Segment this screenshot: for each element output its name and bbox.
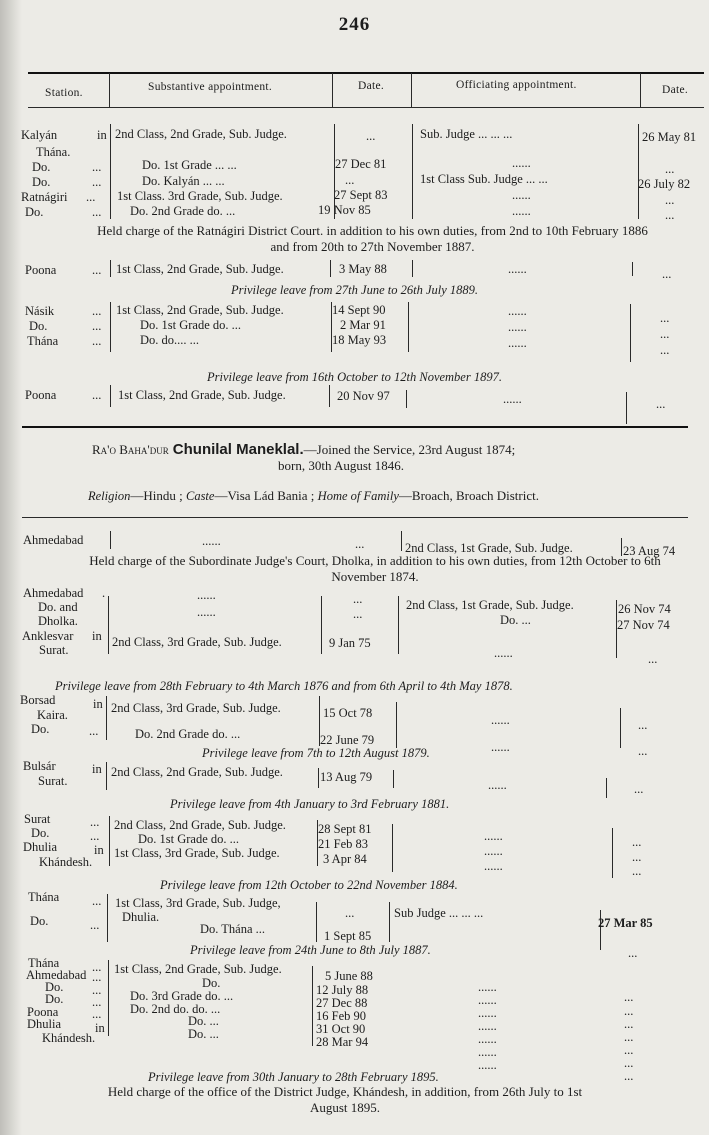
officiating-cell: ...... bbox=[478, 1045, 497, 1059]
date2-cell: ... bbox=[624, 1056, 634, 1070]
substantive-cell: Do. 1st Grade do. ... bbox=[140, 318, 242, 332]
station-cell: Do. bbox=[31, 722, 50, 736]
connector-cell: ... bbox=[92, 983, 102, 997]
charge-note: Held charge of the Ratnágiri District Court. in addition to his own duties, from 2nd to 10th February 1886 and from 20th to 27th November 1887. bbox=[97, 223, 648, 254]
substantive-cell: 2nd Class, 2nd Grade, Sub. Judge. bbox=[114, 818, 286, 832]
date2-cell: 26 Nov 74 bbox=[618, 602, 671, 616]
binding-shadow bbox=[0, 0, 22, 1135]
header-divider bbox=[109, 73, 110, 107]
date2-cell: 26 May 81 bbox=[642, 130, 697, 144]
column-divider bbox=[312, 966, 313, 1046]
officiating-cell: ...... bbox=[491, 713, 510, 727]
substantive-cell: 1st Class, 2nd Grade, Sub. Judge. bbox=[116, 303, 284, 317]
date2-cell: ... bbox=[665, 162, 675, 176]
substantive-cell: Do. bbox=[202, 976, 221, 990]
connector-cell: ... bbox=[90, 815, 100, 829]
date1-cell: 28 Sept 81 bbox=[318, 822, 372, 836]
column-divider bbox=[393, 770, 394, 788]
connector-cell: ... bbox=[92, 388, 102, 402]
column-divider bbox=[108, 596, 109, 654]
station-cell: Surat. bbox=[39, 643, 69, 657]
column-divider bbox=[620, 708, 621, 748]
station-cell: Do. bbox=[32, 175, 51, 189]
officiating-cell: ...... bbox=[478, 993, 497, 1007]
station-cell: Do. bbox=[32, 160, 51, 174]
officiating-cell: ...... bbox=[491, 740, 510, 754]
station-cell: Do. bbox=[31, 826, 50, 840]
station-cell: Thána bbox=[27, 334, 59, 348]
station-cell: Khándesh. bbox=[39, 855, 93, 869]
date1-cell: ... bbox=[353, 592, 363, 606]
station-cell: Kaira. bbox=[37, 708, 68, 722]
station-cell: Dhulia bbox=[23, 840, 58, 854]
date1-cell: 9 Jan 75 bbox=[329, 636, 371, 650]
date1-cell: ... bbox=[353, 607, 363, 621]
header-divider bbox=[332, 73, 333, 107]
header-bottom-rule bbox=[28, 107, 704, 108]
date1-cell: 27 Dec 88 bbox=[316, 996, 368, 1010]
column-divider bbox=[318, 768, 319, 788]
substantive-cell: Do. do.... ... bbox=[140, 333, 200, 347]
connector-cell: ... bbox=[92, 319, 102, 333]
leave-note: Privilege leave from 24th June to 8th July 1887. bbox=[190, 943, 431, 957]
connector-cell: in bbox=[92, 629, 102, 643]
date1-cell: 1 Sept 85 bbox=[324, 929, 372, 943]
officiating-cell: ...... bbox=[478, 980, 497, 994]
station-cell: Ahmedabad bbox=[23, 533, 84, 547]
officiating-cell: ...... bbox=[508, 320, 527, 334]
column-divider bbox=[638, 124, 639, 219]
date1-cell: ... bbox=[345, 173, 355, 187]
date2-cell: ... bbox=[624, 1004, 634, 1018]
date2-cell: ... bbox=[634, 782, 644, 796]
date2-cell: 27 Nov 74 bbox=[617, 618, 670, 632]
date1-cell: 15 Oct 78 bbox=[323, 706, 373, 720]
home-label: Home of Family bbox=[317, 489, 399, 503]
header-substantive: Substantive appointment. bbox=[148, 81, 273, 93]
header-divider bbox=[411, 73, 412, 107]
date2-cell: 26 July 82 bbox=[638, 177, 691, 191]
connector-cell: ... bbox=[90, 829, 100, 843]
date2-cell: ... bbox=[632, 850, 642, 864]
station-cell: Bulsár bbox=[23, 759, 56, 773]
date2-cell: ... bbox=[624, 1030, 634, 1044]
charge-note: Held charge of the office of the District Judge, Khándesh, in addition, from 26th July to 1st August 1895. bbox=[107, 1084, 583, 1115]
date1-cell: 2 Mar 91 bbox=[340, 318, 386, 332]
substantive-cell: Do. 2nd Grade do. ... bbox=[130, 204, 236, 218]
honorific-title: Ra'o Baha'dur bbox=[92, 442, 169, 457]
header-divider bbox=[640, 73, 641, 107]
connector-cell: ... bbox=[92, 894, 102, 908]
column-divider bbox=[316, 902, 317, 942]
caste-value: —Visa Lád Bania ; bbox=[214, 488, 315, 503]
substantive-cell: ...... bbox=[202, 534, 221, 548]
station-cell: Borsad bbox=[20, 693, 56, 707]
officiating-cell: ...... bbox=[508, 262, 527, 276]
substantive-cell: Do. Thána ... bbox=[200, 922, 266, 936]
date1-cell: 21 Feb 83 bbox=[318, 837, 368, 851]
connector-cell: . bbox=[102, 586, 106, 600]
officiating-cell: 2nd Class, 1st Grade, Sub. Judge. bbox=[405, 541, 573, 555]
column-divider bbox=[109, 816, 110, 866]
date2-cell: ... bbox=[624, 990, 634, 1004]
connector-cell: in bbox=[92, 762, 102, 776]
date1-cell: ... bbox=[366, 129, 376, 143]
station-cell: Thána bbox=[28, 956, 60, 970]
column-divider bbox=[626, 392, 627, 424]
connector-cell: ... bbox=[92, 334, 102, 348]
date2-cell: ... bbox=[628, 946, 638, 960]
leave-note: Privilege leave from 12th October to 22nd November 1884. bbox=[160, 878, 458, 892]
officiating-cell: ...... bbox=[508, 336, 527, 350]
station-cell: Thána. bbox=[36, 145, 71, 159]
station-cell: Surat. bbox=[38, 774, 68, 788]
connector-cell: ... bbox=[86, 190, 96, 204]
station-cell: Thána bbox=[28, 890, 60, 904]
station-cell: Do. bbox=[45, 980, 64, 994]
date1-cell: 12 July 88 bbox=[316, 983, 369, 997]
table-top-rule bbox=[28, 72, 704, 74]
connector-cell: ... bbox=[90, 918, 100, 932]
officiating-cell: 2nd Class, 1st Grade, Sub. Judge. bbox=[406, 598, 574, 612]
column-divider bbox=[110, 260, 111, 277]
religion-caste-line bbox=[88, 488, 539, 504]
substantive-cell: ...... bbox=[197, 605, 216, 619]
date1-cell: 14 Sept 90 bbox=[332, 303, 386, 317]
station-cell: Poona bbox=[25, 388, 57, 402]
header-station: Station. bbox=[45, 87, 83, 99]
officiating-cell: ...... bbox=[508, 304, 527, 318]
substantive-cell: Do. 2nd do. do. ... bbox=[130, 1002, 221, 1016]
substantive-cell: 2nd Class, 2nd Grade, Sub. Judge. bbox=[115, 127, 287, 141]
date1-cell: 22 June 79 bbox=[320, 733, 375, 747]
officiating-cell: ...... bbox=[512, 188, 531, 202]
column-divider bbox=[106, 696, 107, 740]
home-value: —Broach, Broach District. bbox=[398, 488, 539, 503]
leave-note: Privilege leave from 30th January to 28th February 1895. bbox=[148, 1070, 439, 1084]
date2-cell: ... bbox=[624, 1017, 634, 1031]
officer-name: Chunilal Maneklal. bbox=[172, 441, 304, 458]
date2-cell: ... bbox=[660, 343, 670, 357]
substantive-cell: 2nd Class, 3rd Grade, Sub. Judge. bbox=[112, 635, 282, 649]
column-divider bbox=[106, 762, 107, 790]
officiating-cell: ...... bbox=[484, 844, 503, 858]
connector-cell: in bbox=[97, 128, 107, 142]
connector-cell: ... bbox=[92, 1007, 102, 1021]
header-date-1: Date. bbox=[358, 80, 385, 92]
column-divider bbox=[110, 531, 111, 549]
station-cell: Ahmedabad bbox=[26, 968, 87, 982]
substantive-cell: Do. ... bbox=[188, 1027, 219, 1041]
officiating-cell: ...... bbox=[478, 1032, 497, 1046]
substantive-cell: 1st Class, 3rd Grade, Sub. Judge. bbox=[114, 846, 280, 860]
charge-note: Held charge of the Subordinate Judge's Court, Dholka, in addition to his own duties, from 12th October to 6th November 1874. bbox=[89, 553, 661, 584]
substantive-cell: 1st Class, 3rd Grade, Sub. Judge, bbox=[115, 896, 281, 910]
date1-cell: 3 May 88 bbox=[339, 262, 387, 276]
column-divider bbox=[392, 824, 393, 872]
station-cell: Násik bbox=[25, 304, 55, 318]
date1-cell: 16 Feb 90 bbox=[316, 1009, 366, 1023]
connector-cell: ... bbox=[92, 205, 102, 219]
connector-cell: in bbox=[93, 697, 103, 711]
leave-note: Privilege leave from 28th February to 4th March 1876 and from 6th April to 4th May 1878. bbox=[55, 679, 513, 693]
header-date-2: Date. bbox=[662, 84, 689, 96]
date2-cell: ... bbox=[624, 1069, 634, 1083]
date2-cell: ... bbox=[660, 327, 670, 341]
column-divider bbox=[612, 828, 613, 878]
column-divider bbox=[110, 385, 111, 407]
connector-cell: ... bbox=[89, 724, 99, 738]
station-cell: Poona bbox=[27, 1005, 59, 1019]
birth-date: born, 30th August 1846. bbox=[278, 458, 405, 473]
connector-cell: ... bbox=[92, 970, 102, 984]
column-divider bbox=[632, 262, 633, 276]
officiating-cell: 1st Class Sub. Judge ... ... bbox=[420, 172, 548, 186]
officiating-cell: ...... bbox=[494, 646, 513, 660]
substantive-cell: Do. 1st Grade ... ... bbox=[142, 158, 237, 172]
substantive-cell: 2nd Class, 3rd Grade, Sub. Judge. bbox=[111, 701, 281, 715]
leave-note: Privilege leave from 7th to 12th August 1879. bbox=[202, 746, 430, 760]
date2-cell: ... bbox=[638, 744, 648, 758]
substantive-cell: Do. 1st Grade do. ... bbox=[138, 832, 240, 846]
date2-cell: ... bbox=[665, 193, 675, 207]
substantive-cell: Do. Kalyán ... ... bbox=[142, 174, 225, 188]
column-divider bbox=[412, 124, 413, 219]
date1-cell: 27 Sept 83 bbox=[334, 188, 388, 202]
station-cell: Ahmedabad bbox=[23, 586, 84, 600]
substantive-cell: 1st Class, 2nd Grade, Sub. Judge. bbox=[116, 262, 284, 276]
column-divider bbox=[108, 960, 109, 1036]
station-cell: Khándesh. bbox=[42, 1031, 96, 1045]
column-divider bbox=[606, 778, 607, 798]
date1-cell: 28 Mar 94 bbox=[316, 1035, 369, 1049]
date2-cell: ... bbox=[665, 208, 675, 222]
date2-cell: ... bbox=[662, 267, 672, 281]
connector-cell: ... bbox=[92, 304, 102, 318]
date1-cell: ... bbox=[355, 537, 365, 551]
date2-cell: 27 Mar 85 bbox=[598, 916, 653, 930]
date1-cell: 13 Aug 79 bbox=[320, 770, 373, 784]
date1-cell: 19 Nov 85 bbox=[318, 203, 371, 217]
column-divider bbox=[412, 260, 413, 277]
connector-cell: ... bbox=[92, 160, 102, 174]
officiating-cell: ...... bbox=[484, 829, 503, 843]
substantive-cell: Do. 2nd Grade do. ... bbox=[135, 727, 241, 741]
officiating-cell: ...... bbox=[478, 1006, 497, 1020]
joined-service: —Joined the Service, 23rd August 1874; bbox=[303, 442, 516, 457]
date1-cell: 31 Oct 90 bbox=[316, 1022, 366, 1036]
officiating-cell: ...... bbox=[484, 859, 503, 873]
leave-note: Privilege leave from 16th October to 12th November 1897. bbox=[207, 370, 502, 384]
column-divider bbox=[330, 260, 331, 277]
station-cell: Do. bbox=[45, 992, 64, 1006]
station-cell: Do. bbox=[25, 205, 44, 219]
column-divider bbox=[321, 596, 322, 654]
religion-label: Religion bbox=[88, 489, 131, 503]
officiating-cell: ...... bbox=[478, 1019, 497, 1033]
station-cell: Dholka. bbox=[38, 614, 78, 628]
caste-label: Caste bbox=[185, 489, 215, 503]
date2-cell: ... bbox=[632, 835, 642, 849]
substantive-cell: Do. ... bbox=[188, 1014, 219, 1028]
column-divider bbox=[408, 302, 409, 352]
date2-cell: ... bbox=[656, 397, 666, 411]
section-rule bbox=[22, 517, 688, 518]
leave-note: Privilege leave from 27th June to 26th July 1889. bbox=[230, 283, 479, 297]
column-divider bbox=[329, 385, 330, 407]
column-divider bbox=[389, 902, 390, 942]
connector-cell: ... bbox=[92, 175, 102, 189]
column-divider bbox=[630, 304, 631, 362]
date1-cell: ... bbox=[345, 906, 355, 920]
station-cell: Do. and bbox=[38, 600, 78, 614]
officiating-cell: Sub Judge ... ... ... bbox=[394, 906, 484, 920]
date1-cell: 18 May 93 bbox=[332, 333, 387, 347]
date2-cell: ... bbox=[660, 311, 670, 325]
column-divider bbox=[406, 390, 407, 408]
connector-cell: in bbox=[94, 843, 104, 857]
substantive-cell: 1st Class. 3rd Grade, Sub. Judge. bbox=[117, 189, 283, 203]
substantive-cell: Do. 3rd Grade do. ... bbox=[130, 989, 234, 1003]
officiating-cell: ...... bbox=[488, 778, 507, 792]
connector-cell: ... bbox=[92, 263, 102, 277]
column-divider bbox=[110, 124, 111, 219]
date1-cell: 5 June 88 bbox=[325, 969, 373, 983]
substantive-cell: ...... bbox=[197, 588, 216, 602]
date1-cell: 3 Apr 84 bbox=[323, 852, 367, 866]
substantive-cell: Dhulia. bbox=[122, 910, 160, 924]
officiating-cell: Do. ... bbox=[500, 613, 531, 627]
date1-cell: 27 Dec 81 bbox=[335, 157, 387, 171]
date2-cell: 23 Aug 74 bbox=[623, 544, 676, 558]
officiating-cell: ...... bbox=[503, 392, 522, 406]
date2-cell: ... bbox=[638, 718, 648, 732]
station-cell: Dhulia bbox=[27, 1017, 62, 1031]
date2-cell: ... bbox=[624, 1043, 634, 1057]
date1-cell: 20 Nov 97 bbox=[337, 389, 390, 403]
column-divider bbox=[107, 894, 108, 942]
station-cell: Do. bbox=[29, 319, 48, 333]
officiating-cell: ...... bbox=[478, 1058, 497, 1072]
religion-value: —Hindu ; bbox=[130, 488, 183, 503]
section-rule bbox=[22, 426, 688, 428]
connector-cell: ... bbox=[92, 960, 102, 974]
column-divider bbox=[396, 702, 397, 748]
station-cell: Kalyán bbox=[21, 128, 58, 142]
station-cell: Poona bbox=[25, 263, 57, 277]
station-cell: Do. bbox=[30, 914, 49, 928]
officiating-cell: ...... bbox=[512, 204, 531, 218]
substantive-cell: 1st Class, 2nd Grade, Sub. Judge. bbox=[114, 962, 282, 976]
column-divider bbox=[110, 302, 111, 352]
column-divider bbox=[398, 596, 399, 654]
station-cell: Surat bbox=[24, 812, 51, 826]
station-cell: Ratnágiri bbox=[21, 190, 68, 204]
substantive-cell: 2nd Class, 2nd Grade, Sub. Judge. bbox=[111, 765, 283, 779]
date2-cell: ... bbox=[648, 652, 658, 666]
officer-bio-line bbox=[92, 441, 515, 459]
date2-cell: ... bbox=[632, 864, 642, 878]
header-officiating: Officiating appointment. bbox=[456, 79, 577, 91]
leave-note: Privilege leave from 4th January to 3rd February 1881. bbox=[170, 797, 450, 811]
connector-cell: ... bbox=[92, 995, 102, 1009]
station-cell: Anklesvar bbox=[22, 629, 74, 643]
connector-cell: in bbox=[95, 1021, 105, 1035]
officiating-cell: Sub. Judge ... ... ... bbox=[420, 127, 513, 141]
officiating-cell: ...... bbox=[512, 156, 531, 170]
substantive-cell: 1st Class, 2nd Grade, Sub. Judge. bbox=[118, 388, 286, 402]
page-number: 246 bbox=[338, 14, 371, 35]
column-divider bbox=[401, 531, 402, 551]
